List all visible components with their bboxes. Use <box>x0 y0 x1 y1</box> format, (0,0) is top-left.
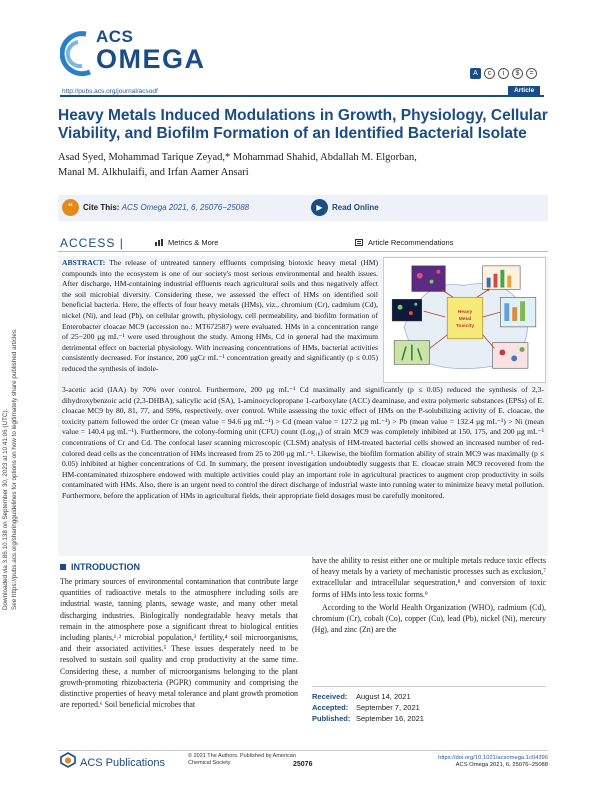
cite-this[interactable] <box>83 203 249 212</box>
intro-paragraph-continued: have the ability to resist either one or multiple metals reduce toxic effects of heavy metals by a variety of mechanistic processes such as exclusion,⁷ extracellular and intracellular sequestration,⁸ and conversion of toxic forms of HMs into less toxic forms.⁹ <box>312 556 546 599</box>
introduction-heading-text: INTRODUCTION <box>71 562 140 572</box>
date-label: Accepted: <box>312 703 349 712</box>
metrics-link[interactable] <box>155 238 218 247</box>
cc-nd-icon[interactable]: = <box>526 68 537 79</box>
date-value: September 7, 2021 <box>356 703 420 712</box>
read-online-icon[interactable]: ▶ <box>311 199 328 216</box>
introduction-heading <box>60 562 140 572</box>
cc-nc-icon[interactable]: $ <box>512 68 523 79</box>
recommendations-link[interactable] <box>355 238 453 247</box>
cc-by-icon[interactable]: i <box>498 68 509 79</box>
acs-publications-logo-icon <box>60 752 76 768</box>
access-divider <box>58 251 548 252</box>
copyright-notice: © 2021 The Authors. Published by American Chemical Society <box>188 753 296 766</box>
read-online-link[interactable]: Read Online <box>332 203 379 212</box>
introduction-left-column: The primary sources of environmental contamination that contribute large quantities of radioactive metals to the atmosphere including soils are industrial waste, tanning plants, sewage waste, and many other metal discharging industries. Biologically nondegradable heavy metals that remain in the atmosphere pose a significant threat to biological entities including plants,¹˒² microbial population,³ fertility,⁴ soil microorganisms, and their associated activities.⁵ These issues desperately need to be resolved to sustain soil quality and crop productivity at the same time. Considering these, a number of microorganisms belonging to the plant growth-promoting rhizobacteria (PGPR) community and comprising the distinctive properties of heavy metal tolerance and plant growth promotion are reported.⁶ Soil beneficial microbes that <box>60 577 298 710</box>
article-type-badge: Article <box>508 86 540 96</box>
abstract-text-column <box>62 258 378 375</box>
date-published <box>312 713 546 724</box>
document-icon <box>355 239 363 246</box>
doi-block <box>420 755 548 769</box>
cite-label: Cite This: <box>83 203 120 212</box>
date-label: Published: <box>312 714 351 723</box>
page-number: 25076 <box>293 761 313 768</box>
acs-badge-icon[interactable]: A <box>470 68 481 79</box>
metrics-label: Metrics & More <box>168 238 219 247</box>
header-divider <box>60 95 544 97</box>
cite-icon[interactable]: “ <box>62 199 79 216</box>
section-marker-icon <box>60 564 66 570</box>
access-label: ACCESS | <box>60 236 124 250</box>
svg-text:Toxicity: Toxicity <box>455 323 475 329</box>
article-title: Heavy Metals Induced Modulations in Growth, Physiology, Cellular Viability, and Biofilm Formation of an Identified Bacterial Isolate <box>58 107 548 142</box>
authors-line2[interactable]: Manal M. Alkhulaifi, and Irfan Aamer Ansari <box>58 167 249 178</box>
footer-citation: ACS Omega 2021, 6, 25076−25088 <box>455 762 548 768</box>
date-label: Received: <box>312 692 348 701</box>
graphical-abstract[interactable] <box>383 257 546 383</box>
cite-reference[interactable]: ACS Omega 2021, 6, 25076−25088 <box>121 203 250 212</box>
recommendations-label: Article Recommendations <box>368 238 454 247</box>
date-value: August 14, 2021 <box>356 692 411 701</box>
publication-dates <box>312 686 546 724</box>
svg-text:Metal: Metal <box>458 317 472 322</box>
date-value: September 16, 2021 <box>356 714 424 723</box>
authors-line1[interactable]: Asad Syed, Mohammad Tarique Zeyad,* Mohammad Shahid, Abdallah M. Elgorban, <box>58 152 417 163</box>
abstract-label: ABSTRACT: <box>62 258 106 267</box>
author-list <box>58 150 548 180</box>
introduction-right-column <box>312 555 546 635</box>
download-notice-line2: See https://pubs.acs.org/sharingguidelines for options on how to legitimately share published articles. <box>10 328 18 610</box>
license-icons <box>470 68 537 79</box>
abstract-body-part2: 3-acetic acid (IAA) by 70% over control. Furthermore, 200 μg mL⁻¹ Cd maximally and significantly (p ≤ 0.05) reduced the synthesis of 2,3-dihydroxybenzoic acid (2,3-DHBA), salicylic acid (SA), 1-aminocyclopropane 1-carboxylate (ACC) deaminase, and extra polymeric substances (EPSs) of E. cloacae MC9 by 80, 81, 77, and 59%, respectively, over control. While assessing the toxic effect of HMs on the P-solubilizing activity of E. cloacae, the toxicity pattern followed the order Cr (mean value = 94.6 μg mL⁻¹) > Cd (mean value = 127.2 μg mL⁻¹) > Pb (mean value = 132.4 μg mL⁻¹) > Ni (mean value = 140.4 μg mL⁻¹). Furthermore, the colony-forming unit (CFU) count (Log₁₀) of strain MC9 was completely inhibited at 150, 175, and 200 μg mL⁻¹ concentrations of Cr and Cd. The confocal laser scanning microscopic (CLSM) analysis of HM-treated bacterial cells showed an increased number of red-colored dead cells as the concentration of HMs increased from 25 to 200 μg mL⁻¹. Likewise, the biofilm formation ability of strain MC9 was maximally (p ≤ 0.05) inhibited at higher concentrations of Cd. In summary, the present investigation undoubtedly suggests that E. cloacae strain MC9 recovered from the HM-contaminated rhizosphere endowed with multiple activities could play an important role in agricultural practices to augment crop productivity in soils contaminated with HMs. Also, there is an urgent need to control the direct discharge of industrial waste into running water to minimize heavy metal pollution. Furthermore, before the application of HMs in agricultural fields, their appropriate field dosages must be carefully monitored. <box>62 385 544 500</box>
publisher-name[interactable]: ACS Publications <box>80 757 165 769</box>
journal-url[interactable]: http://pubs.acs.org/journal/acsodf <box>62 88 158 95</box>
bar-chart-icon <box>155 239 163 246</box>
creative-commons-icon[interactable]: c <box>484 68 495 79</box>
intro-paragraph-who: According to the World Health Organization (WHO), cadmium (Cd), chromium (Cr), cobalt (Co), copper (Cu), lead (Pb), nickel (Ni), mercury (Hg), and zinc (Zn) are the <box>312 602 546 635</box>
abstract-body-part1: The release of untreated tannery effluents comprising biotoxic heavy metal (HM) compounds into the ecosystem is one of our society's most serious environmental and health issues. After discharge, HM-containing industrial effluents reach agricultural soils and thus negatively affect the soil microbial diversity. Considering these, we assessed the effect of HMs on identified soil beneficial bacteria. Here, the effects of four heavy metals (HMs), viz., chromium (Cr), cadmium (Cd), nickel (Ni), and lead (Pb), on cellular growth, physiology, cell permeability, and biofilm formation of Enterobacter cloacae MC9 (accession no.: MT672587) were evaluated. HMs in a concentration range of 25−200 μg mL⁻¹ were used throughout the study. Among HMs, Cd in general had the maximum detrimental effect on bacterial physiology. With increasing concentrations of HMs, bacterial activities consistently decreased. For instance, 200 μgCr mL⁻¹ concentration greatly and significantly (p ≤ 0.05) reduced the synthesis of indole- <box>62 258 378 373</box>
download-notice-line1: Downloaded via 3.86.10.138 on September 30, 2023 at 10:41:06 (UTC). <box>2 408 9 610</box>
date-accepted <box>312 702 546 713</box>
svg-text:Heavy: Heavy <box>457 310 473 316</box>
journal-name: OMEGA <box>96 44 206 74</box>
access-label-text: ACCESS <box>60 236 116 250</box>
download-notice <box>2 240 26 610</box>
date-received <box>312 691 546 702</box>
journal-name-small: ACS <box>96 27 134 46</box>
doi-link[interactable]: https://doi.org/10.1021/acsomega.1c04396 <box>438 755 548 761</box>
footer-divider <box>58 750 548 751</box>
